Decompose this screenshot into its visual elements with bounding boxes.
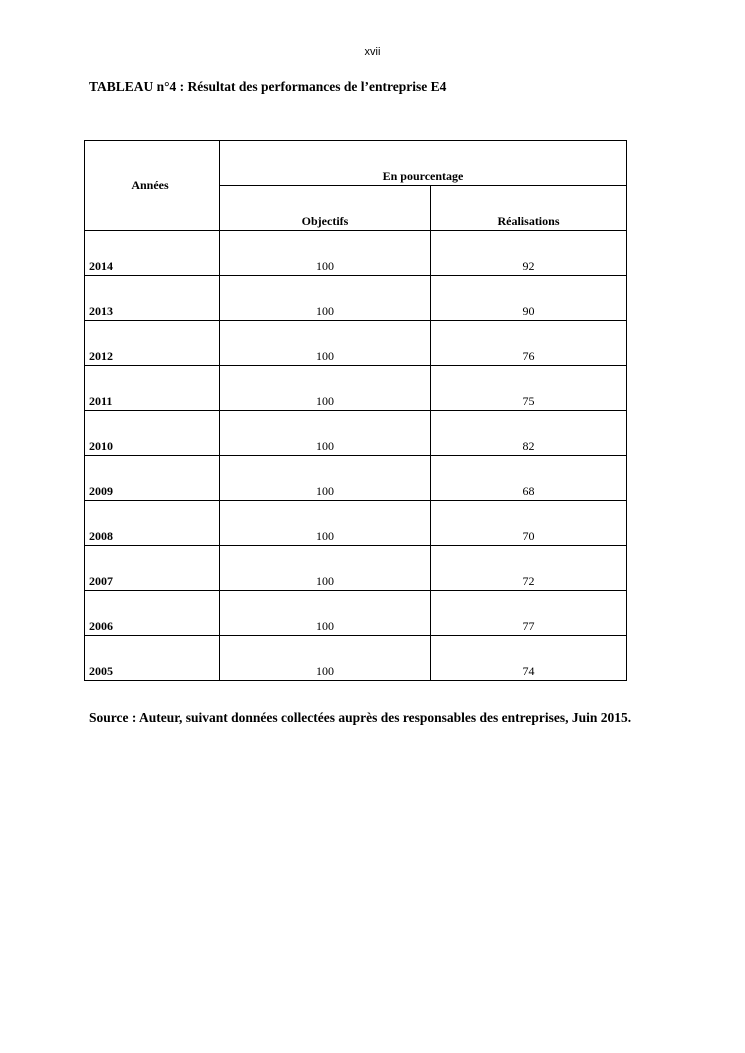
realizations-cell: 68	[431, 456, 627, 501]
objectives-cell: 100	[220, 366, 431, 411]
performance-table	[84, 140, 627, 681]
realizations-cell: 77	[431, 591, 627, 636]
page-number: xvii	[364, 46, 381, 58]
realizations-cell: 75	[431, 366, 627, 411]
header-years: Années	[85, 141, 220, 231]
year-cell: 2012	[85, 321, 220, 366]
header-objectives: Objectifs	[220, 186, 431, 231]
objectives-cell: 100	[220, 276, 431, 321]
realizations-cell: 70	[431, 501, 627, 546]
year-cell: 2014	[85, 231, 220, 276]
year-cell: 2013	[85, 276, 220, 321]
objectives-cell: 100	[220, 501, 431, 546]
table-row	[85, 276, 627, 321]
realizations-cell: 72	[431, 546, 627, 591]
year-cell: 2006	[85, 591, 220, 636]
header-realizations: Réalisations	[431, 186, 627, 231]
realizations-cell: 76	[431, 321, 627, 366]
table-row	[85, 591, 627, 636]
table-row	[85, 636, 627, 681]
objectives-cell: 100	[220, 636, 431, 681]
table-row	[85, 231, 627, 276]
realizations-cell: 90	[431, 276, 627, 321]
year-cell: 2005	[85, 636, 220, 681]
objectives-cell: 100	[220, 411, 431, 456]
table-header-row	[85, 141, 627, 186]
header-percentage: En pourcentage	[220, 141, 627, 186]
table-row	[85, 456, 627, 501]
table-row	[85, 321, 627, 366]
year-cell: 2009	[85, 456, 220, 501]
year-cell: 2007	[85, 546, 220, 591]
realizations-cell: 82	[431, 411, 627, 456]
objectives-cell: 100	[220, 591, 431, 636]
table-row	[85, 411, 627, 456]
year-cell: 2011	[85, 366, 220, 411]
realizations-cell: 74	[431, 636, 627, 681]
source-note: Source : Auteur, suivant données collectées auprès des responsables des entreprises, Juin 2015.	[89, 710, 632, 725]
table-row	[85, 366, 627, 411]
objectives-cell: 100	[220, 231, 431, 276]
year-cell: 2008	[85, 501, 220, 546]
table-row	[85, 501, 627, 546]
objectives-cell: 100	[220, 321, 431, 366]
year-cell: 2010	[85, 411, 220, 456]
table-row	[85, 546, 627, 591]
realizations-cell: 92	[431, 231, 627, 276]
table-title: TABLEAU n°4 : Résultat des performances de l’entreprise E4	[89, 79, 447, 94]
objectives-cell: 100	[220, 456, 431, 501]
objectives-cell: 100	[220, 546, 431, 591]
